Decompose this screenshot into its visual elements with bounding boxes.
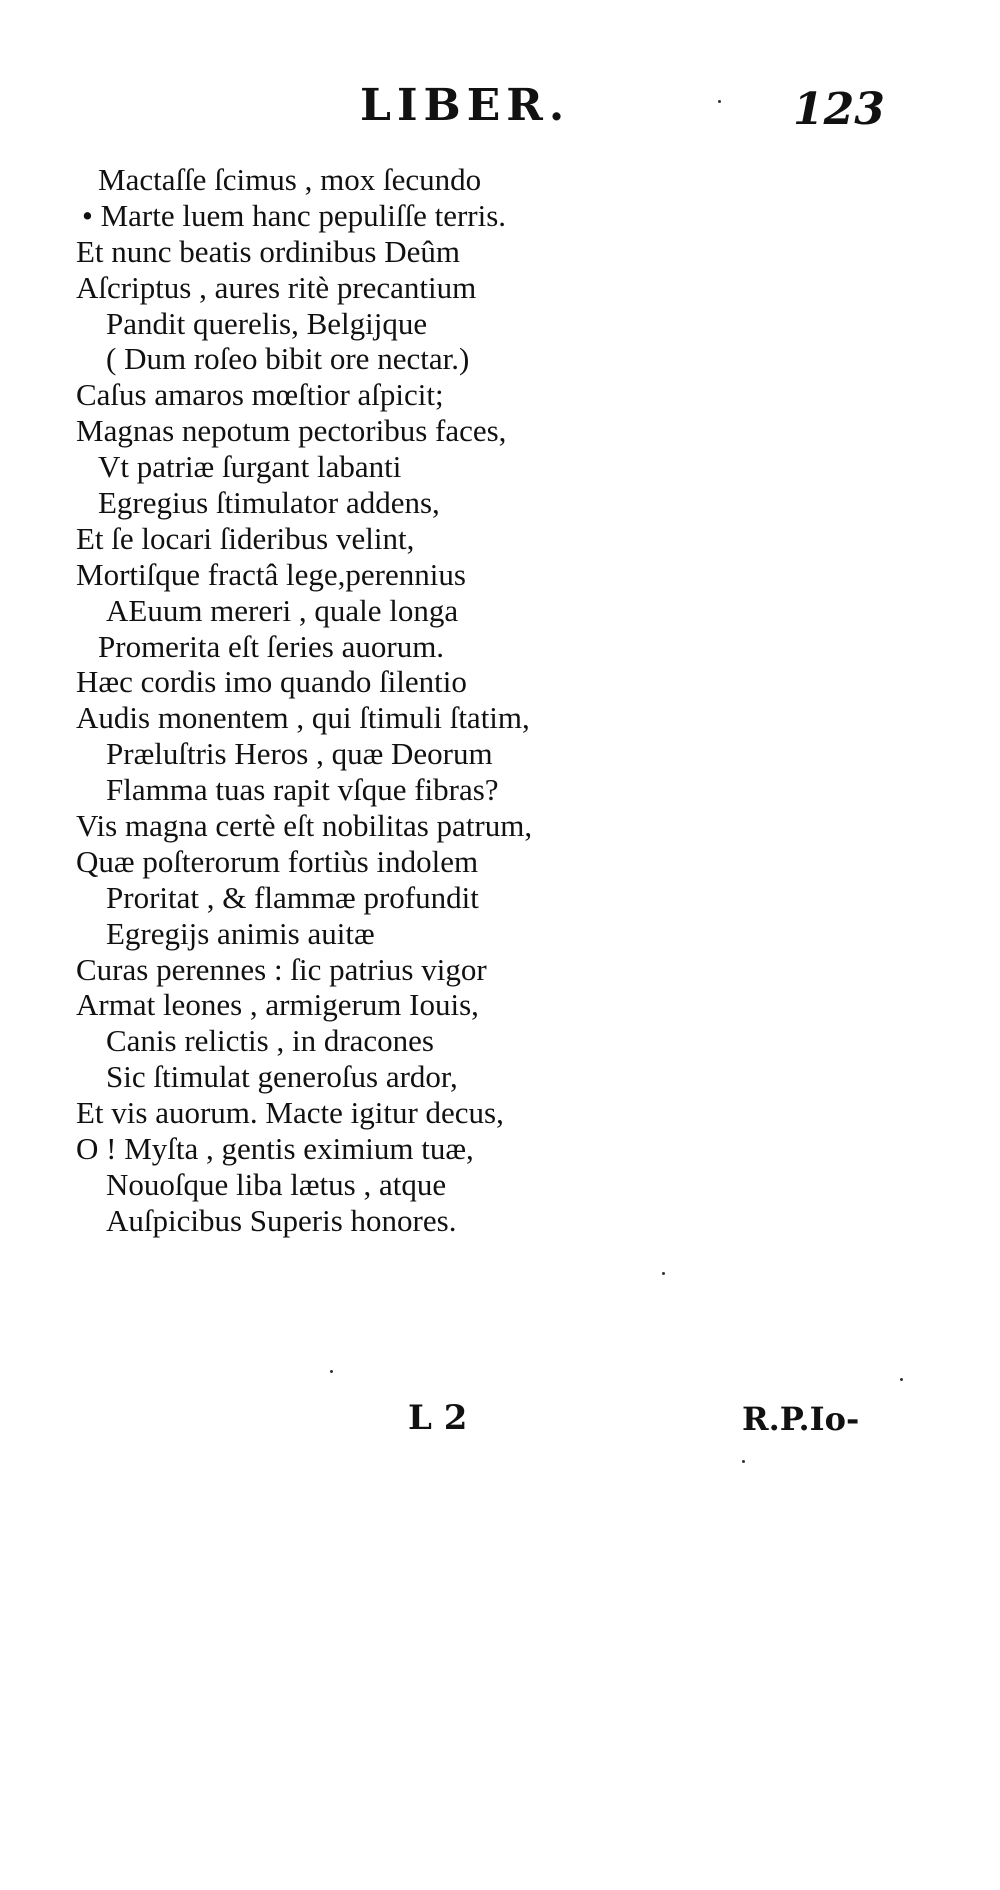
poem-line: Et ſe locari ſideribus velint, [76,520,415,556]
print-speck [718,100,721,103]
poem-line: Vis magna certè eſt nobilitas patrum, [76,808,533,844]
catchword: R.P.Io- [742,1400,860,1438]
poem-line: Vt patriæ ſurgant labanti [98,449,402,485]
poem-line: Hæc cordis imo quando ſilentio [76,664,467,700]
print-speck [900,1378,903,1381]
poem-text [76,162,716,1239]
poem-line: Armat leones , armigerum Iouis, [76,987,479,1023]
page-number: 123 [793,84,885,135]
print-speck [662,1272,665,1275]
poem-line: Et vis auorum. Macte igitur decus, [76,1095,504,1131]
poem-line: Canis relictis , in dracones [106,1023,434,1059]
poem-line: AEuum mereri , quale longa [106,592,459,628]
poem-line: Et nunc beatis ordinibus Deûm [76,233,460,269]
poem-line: Caſus amaros mœſtior aſpicit; [76,377,444,413]
poem-line: Egregius ſtimulator addens, [98,485,440,521]
poem-line: Pandit querelis, Belgijque [106,305,428,341]
running-title: LIBER. [360,80,571,131]
poem-line: Aſcriptus , aures ritè precantium [76,269,477,305]
poem-line: O ! Myſta , gentis eximium tuæ, [76,1131,474,1167]
poem-line: Nouoſque liba lætus , atque [106,1166,447,1202]
poem-line: Audis monentem , qui ſtimuli ſtatim, [76,700,530,736]
poem-line: Curas perennes : ſic patrius vigor [76,951,487,987]
signature-mark: L 2 [408,1398,468,1438]
poem-line: Mactaſſe ſcimus , mox ſecundo [98,162,482,197]
print-speck [330,1370,333,1373]
print-speck [742,1460,745,1463]
poem-line: Flamma tuas rapit vſque fibras? [106,772,499,808]
poem-line: Præluſtris Heros , quæ Deorum [106,736,493,772]
poem-line: • Marte luem hanc pepuliſſe terris. [82,197,507,233]
poem-line: Quæ poſterorum fortiùs indolem [76,843,479,879]
poem-line: Mortiſque fractâ lege,perennius [76,556,466,592]
poem-line: Proritat , & flammæ profundit [106,879,479,915]
poem-line: Egregijs animis auitæ [106,915,375,951]
poem-line: Auſpicibus Superis honores. [106,1202,457,1238]
poem-line: Magnas nepotum pectoribus faces, [76,413,507,449]
poem-line: Promerita eſt ſeries auorum. [98,628,445,664]
poem-line: ( Dum roſeo bibit ore nectar.) [106,341,470,377]
poem-line: Sic ſtimulat generoſus ardor, [106,1059,458,1095]
